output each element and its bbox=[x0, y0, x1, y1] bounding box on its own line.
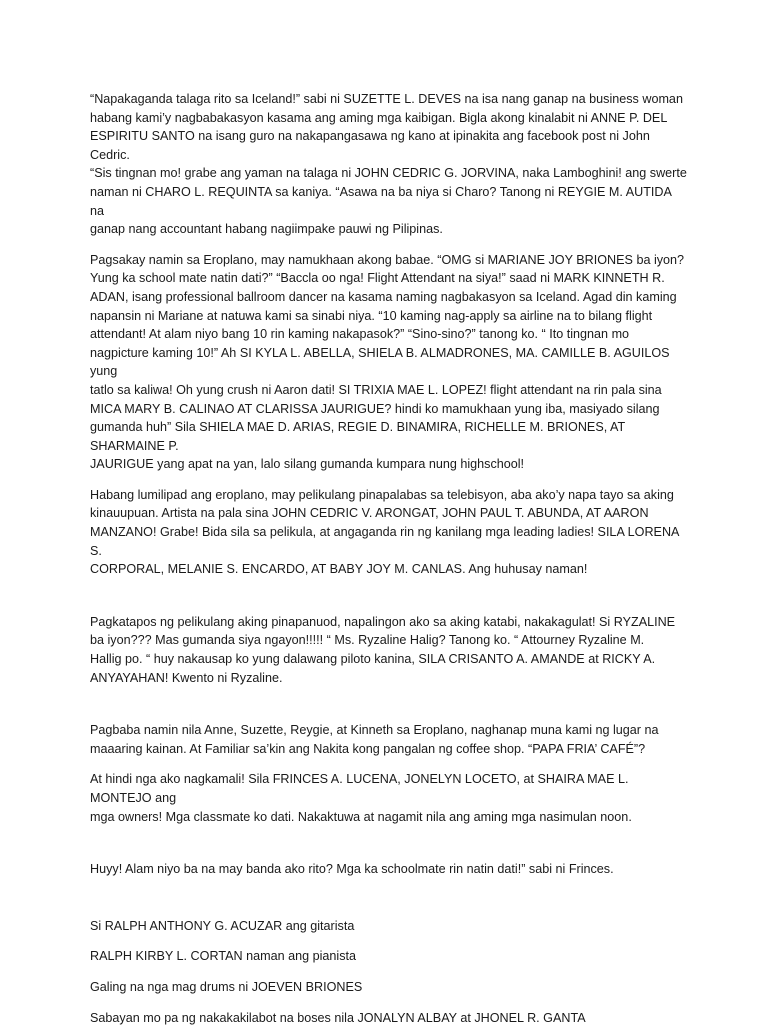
paragraph-gap bbox=[90, 826, 688, 860]
paragraph-gap bbox=[90, 474, 688, 486]
paragraph-gap bbox=[90, 758, 688, 770]
band-member-drummer: Galing na nga mag drums ni JOEVEN BRIONES bbox=[90, 979, 363, 994]
paragraph-gap bbox=[90, 579, 688, 613]
band-member-vocalists: Sabayan mo pa ng nakakakilabot na boses nila JONALYN ALBAY at JHONEL R. GANTA bbox=[90, 1010, 586, 1025]
paragraph-gap bbox=[90, 879, 688, 917]
paragraph-gap bbox=[90, 935, 688, 947]
band-member-guitarist: Si RALPH ANTHONY G. ACUZAR ang gitarista bbox=[90, 918, 355, 933]
paragraph-band: Huyy! Alam niyo ba na may banda ako rito? Mga ka schoolmate rin natin dati!” sabi ni Frinces. bbox=[90, 862, 614, 877]
paragraph-iceland: “Napakaganda talaga rito sa Iceland!” sabi ni SUZETTE L. DEVES na isa nang ganap na business woman habang kami’y nagbabakasyon kasama ang aming mga kaibigan. Bigla akong kinalabit ni ANNE P. DEL ESPIRITU SANTO na isang guro na nakapangasawa ng kano at ipinakita ang facebook post ni John Cedric. “Sis tingnan mo! grabe ang yaman na talaga ni JOHN CEDRIC G. JORVINA, naka Lamboghini! ang swerte naman ni CHARO L. REQUINTA sa kaniya. “Asawa na ba niya si Charo? Tanong ni REYGIE M. AUTIDA na ganap nang accountant habang nagiimpake pauwi ng Pilipinas. bbox=[90, 92, 687, 237]
paragraph-ryzaline: Pagkatapos ng pelikulang aking pinapanuod, napalingon ako sa aking katabi, nakakagulat! Si RYZALINE ba iyon??? Mas gumanda siya ngayon!!!!! “ Ms. Ryzaline Halig? Tanong ko. “ Attourney Ryzaline M. Hallig po. “ huy nakausap ko yung dalawang piloto kanina, SILA CRISANTO A. AMANDE at RICKY A. ANYAYAHAN! Kwento ni Ryzaline. bbox=[90, 614, 676, 685]
paragraph-airplane: Pagsakay namin sa Eroplano, may namukhaan akong babae. “OMG si MARIANE JOY BRIONES ba iyon? Yung ka school mate natin dati?” “Baccla oo nga! Flight Attendant na siya!” saad ni MARK KINNETH R. ADAN, isang professional ballroom dancer na kasama naming nagbakasyon sa Iceland. Agad din kaming napansin ni Mariane at natuwa kami sa sinabi niya. “10 kaming nag-apply sa airline na to bilang flight attendant! At alam niyo bang 10 rin kaming nakapasok?” “Sino-sino?” tanong ko. “ Ito tingnan mo nagpicture kaming 10!” Ah SI KYLA L. ABELLA, SHIELA B. ALMADRONES, MA. CAMILLE B. AGUILOS yung tatlo sa kaliwa! Oh yung crush ni Aaron dati! SI TRIXIA MAE L. LOPEZ! flight attendant na rin pala sina MICA MARY B. CALINAO AT CLARISSA JAURIGUE? hindi ko mamukhaan yung iba, masiyado silang gumanda huh” Sila SHIELA MAE D. ARIAS, REGIE D. BINAMIRA, RICHELLE M. BRIONES, AT SHARMAINE P. JAURIGUE yang apat na yan, lalo silang gumanda kumpara nung highschool! bbox=[90, 252, 685, 472]
paragraph-gap bbox=[90, 966, 688, 978]
band-member-pianist: RALPH KIRBY L. CORTAN naman ang pianista bbox=[90, 949, 356, 964]
paragraph-gap bbox=[90, 239, 688, 251]
paragraph-coffee-shop: Pagbaba namin nila Anne, Suzette, Reygie, at Kinneth sa Eroplano, naghanap muna kami ng lugar na maaaring kainan. At Familiar sa’kin ang Nakita kong pangalan ng coffee shop. “PAPA FRIA’ CAFÉ”? bbox=[90, 723, 659, 756]
paragraph-gap bbox=[90, 997, 688, 1009]
paragraph-gap bbox=[90, 687, 688, 721]
paragraph-movie: Habang lumilipad ang eroplano, may pelikulang pinapalabas sa telebisyon, aba ako’y napa tayo sa aking kinauupuan. Artista na pala sina JOHN CEDRIC V. ARONGAT, JOHN PAUL T. ABUNDA, AT AARON MANZANO! Grabe! Bida sila sa pelikula, at angaganda rin ng kanilang mga leading ladies! SILA LORENA S. CORPORAL, MELANIE S. ENCARDO, AT BABY JOY M. CANLAS. Ang huhusay naman! bbox=[90, 487, 679, 577]
paragraph-owners: At hindi nga ako nagkamali! Sila FRINCES A. LUCENA, JONELYN LOCETO, at SHAIRA MAE L. MONTEJO ang mga owners! Mga classmate ko dati. Nakaktuwa at nagamit nila ang aming mga nasimulan noon. bbox=[90, 772, 632, 824]
